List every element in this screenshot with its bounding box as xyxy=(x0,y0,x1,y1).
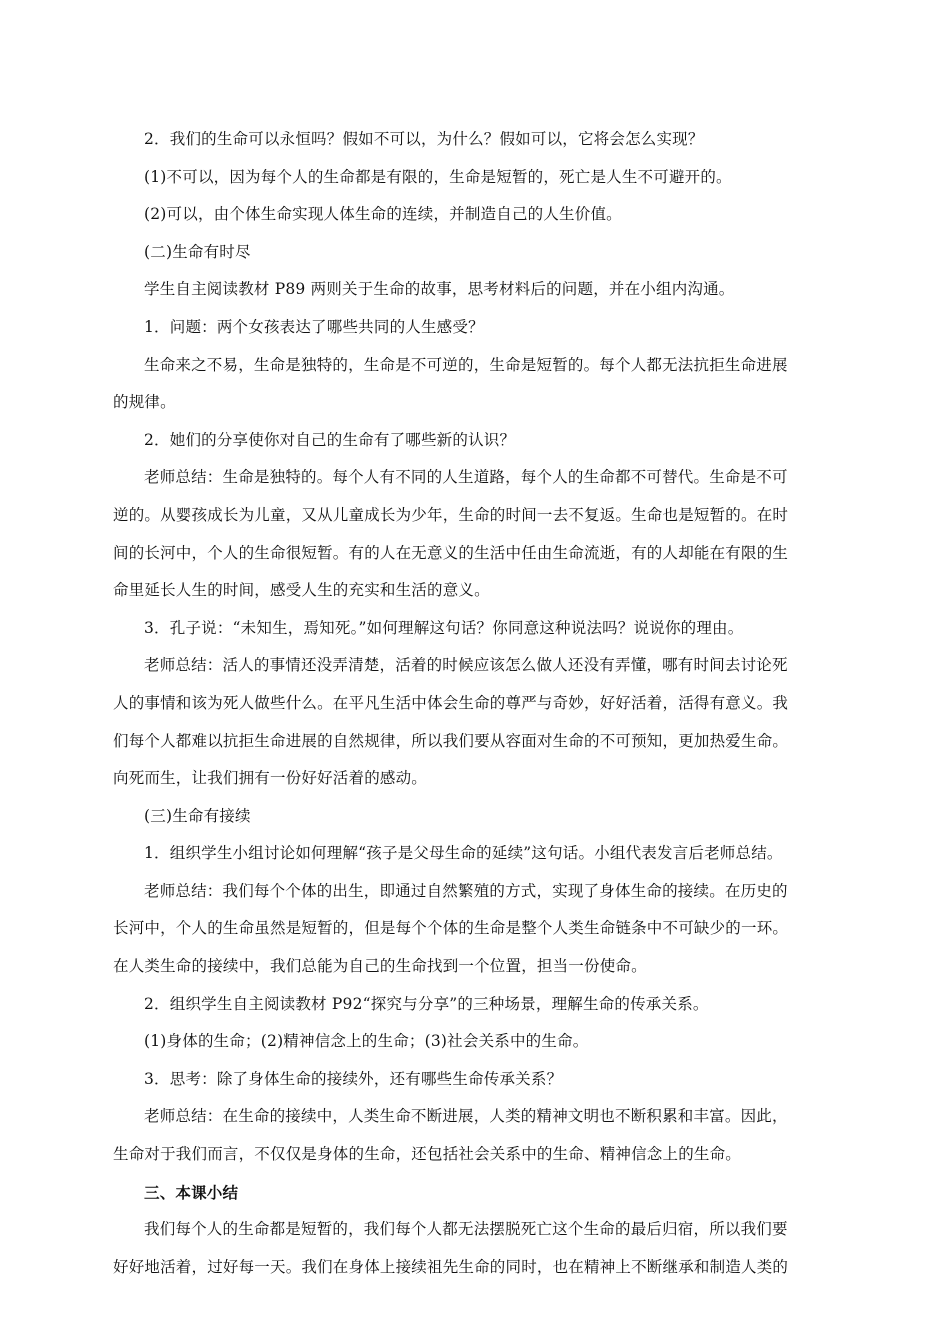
teacher-summary-confucius xyxy=(113,647,841,797)
activity-group-discussion: 1．组织学生小组讨论如何理解“孩子是父母生命的延续”这句话。小组代表发言后老师总结。 xyxy=(144,844,783,863)
lesson-summary-text xyxy=(113,1211,841,1286)
teacher-summary-continuation xyxy=(113,873,841,986)
summary-line: 长河中，个人的生命虽然是短暂的，但是每个个体的生命是整个人类生命链条中不可缺少的一环。 xyxy=(113,919,789,938)
teacher-summary-inheritance xyxy=(113,1098,841,1173)
summary-line: 老师总结：我们每个个体的出生，即通过自然繁殖的方式，实现了身体生命的接续。在历史的 xyxy=(144,881,788,900)
question-permanence: 2．我们的生命可以永恒吗？假如不可以，为什么？假如可以，它将会怎么实现？ xyxy=(144,130,704,148)
section-heading-life-ends: (二)生命有时尽 xyxy=(144,242,251,261)
summary-line: 们每个人都难以抗拒生命进展的自然规律，所以我们要从容面对生命的不可预知，更加热爱生命。 xyxy=(113,731,789,750)
teacher-summary-unique xyxy=(113,459,841,609)
section-heading-lesson-summary: 三、本课小结 xyxy=(144,1182,239,1202)
summary-line: 间的长河中，个人的生命很短暂。有的人在无意义的生活中任由生命流逝，有的人却能在有限的生 xyxy=(113,543,789,562)
document-body xyxy=(113,121,841,1286)
question-confucius: 3．孔子说：“未知生，焉知死。”如何理解这句话？你同意这种说法吗？说说你的理由。 xyxy=(144,618,744,637)
answer-line: 生命来之不易，生命是独特的，生命是不可逆的，生命是短暂的。每个人都无法抗拒生命进展 xyxy=(144,355,788,374)
answer-line: 的规律。 xyxy=(113,393,176,412)
summary-line: 我们每个人的生命都是短暂的，我们每个人都无法摆脱死亡这个生命的最后归宿，所以我们要 xyxy=(144,1220,788,1239)
summary-line: 在人类生命的接续中，我们总能为自己的生命找到一个位置，担当一份使命。 xyxy=(113,957,647,976)
activity-reading-p92: 2．组织学生自主阅读教材 P92“探究与分享”的三种场景，理解生命的传承关系。 xyxy=(144,994,709,1013)
summary-line: 老师总结：生命是独特的。每个人有不同的人生道路，每个人的生命都不可替代。生命是不可 xyxy=(144,468,788,487)
summary-line: 向死而生，让我们拥有一份好好活着的感动。 xyxy=(113,769,428,788)
summary-line: 逆的。从婴孩成长为儿童，又从儿童成长为少年，生命的时间一去不复返。生命也是短暂的。在时 xyxy=(113,505,789,524)
three-kinds-of-life: (1)身体的生命；(2)精神信念上的生命；(3)社会关系中的生命。 xyxy=(144,1032,589,1051)
question-new-understanding: 2．她们的分享使你对自己的生命有了哪些新的认识？ xyxy=(144,430,516,449)
summary-line: 好好地活着，过好每一天。我们在身体上接续祖先生命的同时，也在精神上不断继承和制造人类的 xyxy=(113,1257,789,1276)
summary-line: 老师总结：活人的事情还没弄清楚，活着的时候应该怎么做人还没有弄懂，哪有时间去讨论死 xyxy=(144,656,788,675)
reading-instruction: 学生自主阅读教材 P89 两则关于生命的故事，思考材料后的问题，并在小组内沟通。 xyxy=(144,280,735,299)
summary-line: 命里延长人生的时间，感受人生的充实和生活的意义。 xyxy=(113,581,490,600)
summary-line: 老师总结：在生命的接续中，人类生命不断进展，人类的精神文明也不断积累和丰富。因此， xyxy=(144,1107,788,1126)
answer-no: (1)不可以，因为每个人的生命都是有限的，生命是短暂的，死亡是人生不可避开的。 xyxy=(144,167,732,186)
answer-shared-feelings xyxy=(113,347,841,422)
summary-line: 生命对于我们而言，不仅仅是身体的生命，还包括社会关系中的生命、精神信念上的生命。 xyxy=(113,1145,742,1164)
question-shared-feelings: 1．问题：两个女孩表达了哪些共同的人生感受？ xyxy=(144,317,484,336)
section-heading-life-continues: (三)生命有接续 xyxy=(144,806,251,825)
summary-line: 人的事情和该为死人做些什么。在平凡生活中体会生命的尊严与奇妙，好好活着，活得有意义。我 xyxy=(113,693,789,712)
answer-yes: (2)可以，由个体生命实现人体生命的连续，并制造自己的人生价值。 xyxy=(144,205,622,224)
question-other-inheritance: 3．思考：除了身体生命的接续外，还有哪些生命传承关系？ xyxy=(144,1069,563,1088)
